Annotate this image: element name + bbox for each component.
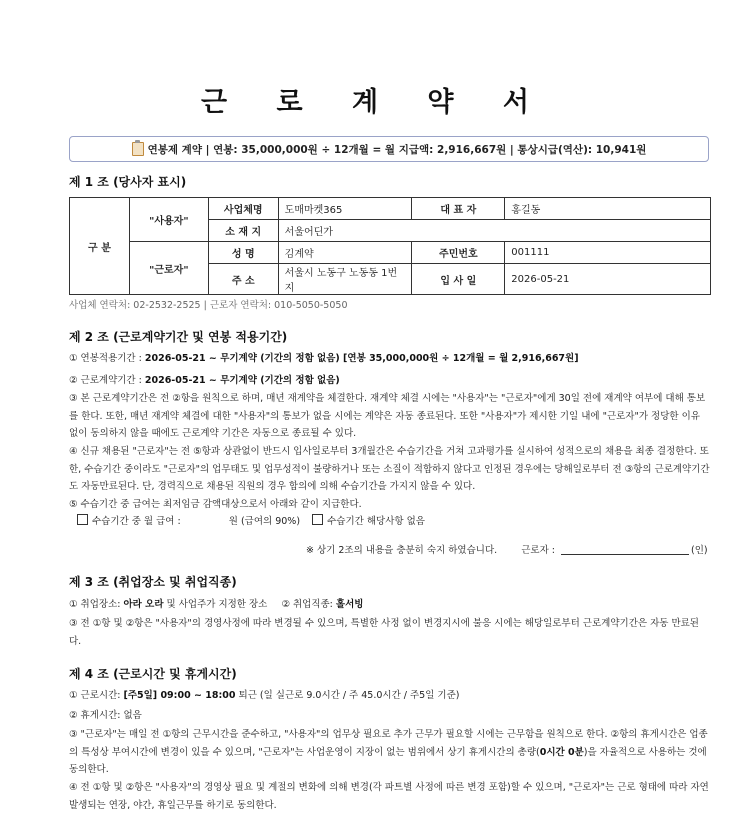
article-2-seal: (인) — [690, 545, 708, 556]
workplace-extra: 및 사업주가 지정한 장소 — [166, 599, 268, 610]
rrn-label: 주민번호 — [412, 242, 505, 264]
work-hours-detail: 퇴근 (일 실근로 9.0시간 / 주 45.0시간 / 주5일 기준) — [238, 690, 460, 701]
address-value: 서울어딘가 — [278, 220, 710, 242]
clause-4-3 — [69, 726, 711, 779]
probation-pay-label: 수습기간 중 월 급여 : — [92, 516, 181, 527]
contact-info: 사업체 연락처: 02-2532-2525 | 근로자 연락처: 010-5050-5050 — [69, 300, 348, 311]
probation-pay-checkbox[interactable] — [77, 514, 88, 525]
name-label: 성 명 — [208, 242, 278, 264]
article-2-signer-label: 근로자 : — [521, 545, 555, 556]
gubun-label: 구 분 — [70, 198, 130, 295]
salary-summary-box — [69, 136, 709, 162]
address-label: 소 재 지 — [208, 220, 278, 242]
hire-date-label: 입 사 일 — [412, 264, 505, 295]
salary-period-label: ① 연봉적용기간 : — [69, 353, 142, 364]
clause-2-5: ⑤ 수습기간 중 급여는 최저임금 감액대상으로서 아래와 같이 지급한다. — [69, 499, 362, 510]
work-hours-label: ① 근로시간: — [69, 690, 121, 701]
break-time-line: ② 휴게시간: 없음 — [69, 710, 142, 721]
employee-label: "근로자" — [129, 242, 208, 295]
clipboard-icon — [132, 142, 144, 156]
break-total: 0시간 0분 — [539, 746, 584, 758]
home-address-value: 서울시 노동구 노동동 1번지 — [278, 264, 412, 295]
employer-label: "사용자" — [129, 198, 208, 242]
probation-options — [77, 513, 719, 531]
article-2-signature-line[interactable] — [561, 554, 689, 555]
probation-pay-rate: 원 (급여의 90%) — [228, 516, 301, 527]
article-2-heading: 제 2 조 (근로계약기간 및 연봉 적용기간) — [69, 330, 288, 344]
clause-3-3: ③ 전 ①항 및 ②항은 "사용자"의 경영사정에 따라 변경될 수 있으며, 특별한 사정 없이 변경지시에 불응 시에는 해당일로부터 근로계약기간은 자동 만료된다. — [69, 618, 699, 647]
rrn-value: 001111 — [505, 242, 711, 264]
work-hours-line — [69, 687, 711, 705]
article-2-ack: ※ 상기 2조의 내용을 충분히 숙지 하였습니다. — [306, 545, 498, 556]
clause-2-3: ③ 본 근로계약기간은 전 ②항을 원칙으로 하며, 매년 재계약을 체결한다. 재계약 체결 시에는 "사용자"는 "근로자"에게 30일 전에 재계약 여부에 대해 통보를 한다. 또한, 매년 재계약 체결에 대한 "사용자"의 통보가 없을 시에는 계약은 자동 종료된다. 또한 "사용자"가 제시한 기일 내에 "근로자"가 정당한 이유 없이 동의하지 않을 때에도 근로계약 기간은 자동으로 종료될 수 있다. — [69, 393, 706, 439]
clause-4-3-text-b: )을 자율적으로 사용하는 것에 동의한다. — [69, 746, 707, 775]
clause-4-3-text-a: ③ "근로자"는 매일 전 ①항의 근무시간을 준수하고, "사용자"의 업무상 필요로 추가 근무가 필요할 시에는 근무함을 원칙으로 한다. ②항의 휴게시간은 업종의 특성상 부여시간에 변경이 있을 수 있으며, "근로자"는 사업운영이 지장이 없는 범위에서 상기 휴게시간의 총량( — [69, 729, 708, 758]
contract-period-value: 2026-05-21 ~ 무기계약 (기간의 정함 없음) — [144, 375, 340, 386]
work-hours-value: [주5일] 09:00 ~ 18:00 — [123, 690, 236, 701]
no-probation-checkbox[interactable] — [312, 514, 323, 525]
salary-period-value: 2026-05-21 ~ 무기계약 (기간의 정함 없음) [연봉 35,000,000원 ÷ 12개월 = 월 2,916,667원] — [144, 353, 579, 364]
ceo-label: 대 표 자 — [412, 198, 505, 220]
ceo-value: 홍길동 — [505, 198, 711, 220]
name-value: 김계약 — [278, 242, 412, 264]
parties-table — [69, 197, 711, 295]
article-2-signature — [306, 542, 708, 556]
job-type-value: 홀서빙 — [335, 599, 364, 610]
article-1-heading: 제 1 조 (당사자 표시) — [69, 175, 187, 189]
company-value: 도매마켓365 — [278, 198, 412, 220]
contract-period-line — [69, 372, 711, 390]
workplace-line — [69, 596, 711, 614]
clause-4-4: ④ 전 ①항 및 ②항은 "사용자"의 경영상 필요 및 계절의 변화에 의해 변경(각 파트별 사정에 따른 변경 포함)할 수 있으며, "근로자"는 근로 형태에 따라 자연발생되는 연장, 야간, 휴일근무를 하기로 동의한다. — [69, 782, 709, 811]
document-title: 근 로 계 약 서 — [200, 87, 549, 118]
workplace-value: 아라 오라 — [123, 599, 164, 610]
no-probation-label: 수습기간 해당사항 없음 — [327, 516, 425, 527]
article-3-heading: 제 3 조 (취업장소 및 취업직종) — [69, 575, 237, 589]
salary-period-line — [69, 350, 711, 368]
hire-date-value: 2026-05-21 — [505, 264, 711, 295]
clause-2-4: ④ 신규 채용된 "근로자"는 전 ⑤항과 상관없이 반드시 입사일로부터 3개월간은 수습기간을 거쳐 고과평가를 실시하여 성적으로의 채용을 최종 결정한다. 또한, 수습기간 중이라도 "근로자"의 업무태도 및 업무성적이 불량하거나 또는 소질이 적합하지 않다고 인정된 경우에는 당해일로부터 전 ③항의 근로계약기간도 자동만료된다. 단, 경력직으로 채용된 직원의 경우 합의에 의해 수습기간을 가지지 않을 수 있다. — [69, 446, 710, 492]
contract-period-label: ② 근로계약기간 : — [69, 375, 142, 386]
company-label: 사업체명 — [208, 198, 278, 220]
workplace-label: ① 취업장소: — [69, 599, 121, 610]
salary-summary-text: 연봉제 계약 | 연봉: 35,000,000원 ÷ 12개월 = 월 지급액: 2,916,667원 | 통상시급(역산): 10,941원 — [147, 143, 647, 156]
job-type-label: ② 취업직종: — [281, 599, 333, 610]
home-address-label: 주 소 — [208, 264, 278, 295]
article-4-heading: 제 4 조 (근로시간 및 휴게시간) — [69, 667, 237, 681]
